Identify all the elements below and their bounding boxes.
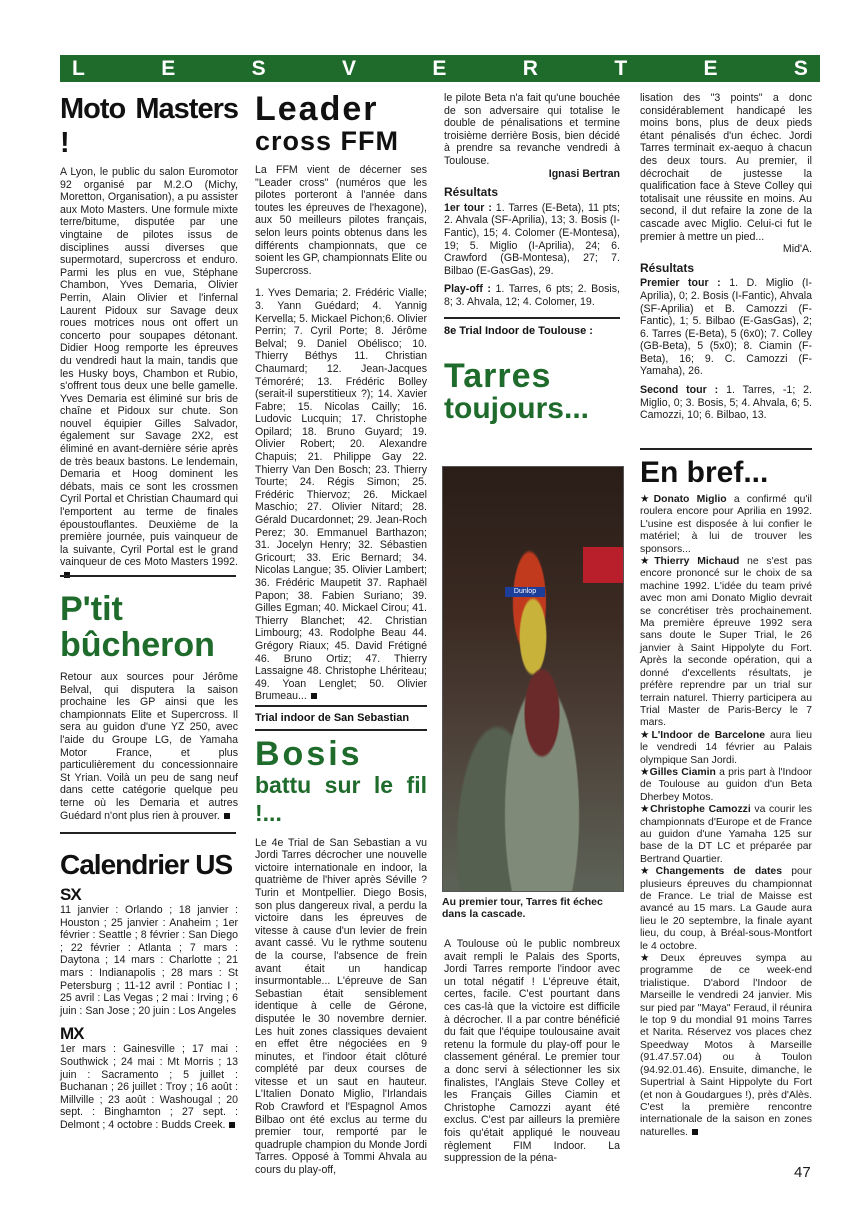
star-icon: ★ [640,494,654,505]
divider [60,575,236,577]
bref-item: ★Deux épreuves sympa au programme de ce week-end trialistique. D'abord l'Indoor de Marseille le vendredi 24 janvier. Mis sur pied par "Maya" Feraud, il réunira le top 9 du mondial 91 moins Tarres et Narita. Réservez vos places chez Speedway Motos à Marseille (91.47.57.04) ou à Toulon (94.92.01.46). Ensuite, dimanche, le Supertrial à Saint Hippolyte du Fort (et non à Goudargues !), près d'Alès. C'est la première rencontre internationale de la saison en zones naturelles. [640,953,812,1138]
divider [255,729,427,731]
premier-tour-label: Premier tour : [640,277,721,290]
signature: Mid'A. [782,243,812,256]
tarres-body: A Toulouse où le public nombreux avait rempli le Palais des Sports, Jordi Tarres remporte l'indoor avec un total négatif ! L'épreuve était, certes, facile. C'est pourtant dans ces cas-là que la victoire est difficile à décrocher. Il a par contre bénéficié du fait que l'équipe toulousaine avait retenu la formule du play-off pour le classement général. Le premier tour a donc servi à sélectionner les six finalistes, l'Anglais Steve Colley et les Français Gilles Ciamin et Christophe Camozzi ayant été exclus. C'est par ailleurs la première fois qu'était appliqué le nouveau règlement FIM Indoor. La suppression de la péna- [444,938,620,1165]
en-bref-article [640,456,812,1139]
calendrier-article [60,848,238,1132]
leader-title-line1: Leader [255,90,379,128]
results-heading: Résultats [444,185,499,200]
leader-list: 1. Yves Demaria; 2. Frédéric Vialle; 3. Yann Guédard; 4. Yannig Kervella; 5. Mickael Pichon;6. Olivier Perrin; 7. Cyril Porte; 8. Jérôme Belval; 9. Daniel Obélisco; 10. Thierry Béthys 11. Christian Chaumard; 12. Jean-Jacques Témoréré; 13. Frédéric Bolley (serait-il superstitieux ?); 14. Xavier Fabre; 15. Nicolas Cailly; 16. Ludovic Lucquin; 17. Christophe Opilard; 18. Bruno Guyard; 19. Olivier Robert; 20. Alexandre Chapuis; 21. Philippe Gay 22. Thierry Van Den Bosch; 23. Thierry Tourte; 24. Régis Simon; 25. Frédéric Thiervoz; 26. Mickael Maschio; 27. Olivier Nitard; 28. Gérald Ducardonnet; 29. Jean-Roch Perez; 30. Emmanuel Barthazon; 31. Jocelyn Henry; 32. Sébastien Gricourt; 33. Eric Bernard; 34. Nicolas Langue; 35. Olivier Lambert; 36. Frédéric Maupetit 37. Raphaël Papon; 38. Fabien Suriano; 39. Gilles Egman; 40. Mickael Cirou; 41. Thierry Blanchet; 42. Christian Limbourg; 43. Rodolphe Beau 44. Grégory Riaux; 45. David Frétigné 46. Bruno Ortiz; 47. Thierry Lassaigne 48. Christophe Lhériteau; 49. Yoan Lenglet; 50. Olivier Brumeau... [255,287,427,703]
second-tour-results: 1. Tarres, -1; 2. Miglio, 0; 3. Bosis, 5; 4. Ahvala, 6; 5. Camozzi, 10; 6. Bilbao, 13. [640,384,812,422]
bosis-kicker: Trial indoor de San Sebastian [255,712,410,724]
banner-letter: E [161,56,176,80]
en-bref-title: En bref... [640,456,769,489]
star-icon: ★ [640,766,650,778]
bosis-body: Le 4e Trial de San Sebastian a vu Jordi Tarres décrocher une nouvelle victoire internationale en indoor, la quatrième de l'hiver après Séville ? Turin et Montpellier. Diego Bosis, son plus dangereux rival, a perdu la victoire dans les épreuves de vitesse à cause d'un levier de frein avant cassé. Vu le rythme soutenu de la course, l'absence de frein avant était un handicap insurmontable... L'épreuve de San Sebastian était sensiblement identique à celle de Gérone, disputée le 30 novembre dernier. Les huit zones classiques devaient en effet être négociées en 9 minutes, et l'indoor était clôturé complété par deux courses de vitesse et un saut en hauteur. L'Italien Donato Miglio, l'Irlandais Rob Crawford et l'Espagnol Amos Bilbao ont été exclus au terme du premier tour, remporté par le quadruple champion du Monde Jordi Tarres. Opposé à Tommi Ahvala au cours du play-off, [255,836,427,1177]
bref-item: ★Gilles Ciamin a pris part à l'Indoor de Toulouse au guidon d'un Beta Dherbey Motos. [640,766,812,803]
banner-letter: S [251,56,266,80]
column-2 [255,92,427,703]
bref-item: ★L'Indoor de Barcelone aura lieu le vendredi 14 février au Palais olympique San Jordi. [640,729,813,766]
column-4 [640,92,812,422]
divider [444,317,620,319]
star-icon: ★ [640,729,652,741]
end-mark-icon [692,1129,698,1135]
tour1-results: 1. Tarres (E-Beta), 11 pts; 2. Ahvala (SF-Aprilia), 13; 3. Bosis (I-Fantic), 15; 4. Colomer (E-Montesa), 19; 5. Miglio (I-Aprilia), 24; 6. Crawford (GB-Montesa), 27; 7. Bilbao (E-GasGas), 29. [444,201,620,277]
banner-letter: R [522,56,538,80]
toulouse-kicker: 8e Trial Indoor de Toulouse : [444,324,593,337]
results-heading: Résultats [640,260,695,275]
bosis-continued: le pilote Beta n'a fait qu'une bouchée de son adversaire qui totalise le double de pénalisations et termine troisième derrière Bosis, bien décidé à prendre sa revanche vendredi à Toulouse. [444,92,620,167]
banner-letter: S [793,56,808,80]
banner-letter: V [341,56,356,80]
leader-title-line2: cross FFM [255,126,400,156]
end-mark-icon [311,693,317,699]
star-icon: ★ [640,556,655,568]
star-icon: ★ [640,953,661,965]
signature: Ignasi Bertran [548,167,620,180]
bucheron-title-line2: bûcheron [60,626,215,664]
leader-intro: La FFM vient de décerner ses "Leader cross" (numéros que les pilotes porteront à l'année dans toutes les épreuves de l'hexagone), aux 50 meilleurs pilotes français, selon leurs points obtenus dans les différents championnats, que ce soient les GP, championnats Elite ou Supercross. [255,164,427,277]
tour1-label: 1er tour : [444,201,492,214]
moto-masters-title: Moto Masters ! [60,93,238,159]
mx-label: MX [60,1024,84,1044]
photo-caption: Au premier tour, Tarres fit échec dans la cascade. [442,896,603,920]
bucheron-title-line1: P'tit [60,590,123,628]
section-banner [60,55,820,82]
playoff-label: Play-off : [444,283,491,296]
tarres-continued: lisation des "3 points" a donc considérablement handicapé les moins bons, plus de deux pieds étant pénalisés d'un échec. Jordi Tarres terminait ex-aequo à chacun des deux tours. Au premier, il décrochait de justesse la qualification face à Steve Colley qui totalisait une réussite en moins. Au second, il dut refaire la zone de la cascade avec Miglio. Celui-ci fut le premier à mettre un pied... [640,92,812,243]
trial-rider-photo [442,466,624,892]
bucheron-body: Retour aux sources pour Jérôme Belval, qui disputera la saison prochaine les GP ainsi que les championnats Elite et Supercross. Il sera au guidon d'une YZ 250, avec l'aide du Groupe LG, de Yamaha Motor France, et plus particulièrement du concessionnaire St Yrian. Voilà un peu de sang neuf dans cette catégorie quelque peu terne où les Demaria et autres Guédard n'ont plus rien à prouver. [60,671,238,822]
banner-letter: E [703,56,718,80]
moto-masters-body: A Lyon, le public du salon Euromotor 92 organisé par M.2.O (Michy, Moretton, Organisation), a pu assister aux Moto Masters. Une formule mixte terre/bitume, disputée par une vingtaine de pilotes issus de disciplines aussi diverses que supermotard, supercross et enduro. Parmi les plus en vue, Stéphane Chambon, Yves Demaria, Olivier Perrin, Alain Olivier et l'infernal Laurent Pidoux sur Savage deux roues motrices nous ont offert un concerto pour soupapes détonant. Didier Hoog remporte les épreuves du vendredi haut la main, tandis que les Husky boys, Chambon et Rubio, s'offrent tous deux une belle gamelle. Yves Demaria est éliminé sur bris de chaîne et Pidoux sur chute. Son nouvel équipier Gilles Salvador, également sur Savage 2X2, est éliminé en avant-dernière série après de très beaux bastons. Le lendemain, Demaria et Hoog dominent les débats, mais ce sont les crossmen Cyril Portal et Christian Chaumard qui l'emportent au terme de finales époustouflantes. Deuxième de la première journée, puis vainqueur de la suivante, Cyril Portal est le grand vainqueur de ces Moto Masters 1992. [60,166,238,582]
mx-body: 1er mars : Gainesville ; 17 mai : Southwick ; 24 mai : Mt Morris ; 13 juin : Sacramento ; 5 juillet : Buchanan ; 26 juillet : Troy ; 16 août : Millville ; 23 août : Washougal ; 20 sept. : Binghamton ; 27 sept. : Delmont ; 4 octobre : Budds Creek. [60,1043,238,1131]
photo-sponsor-banner: Dunlop [505,587,545,597]
divider [640,448,812,450]
divider [255,705,427,707]
tarres-title-line1: Tarres [444,357,552,396]
playoff-results: 1. Tarres, 6 pts; 2. Bosis, 8; 3. Ahvala, 12; 4. Colomer, 19. [444,283,620,308]
banner-letter: E [432,56,447,80]
tarres-title-line2: toujours... [444,392,589,426]
divider [60,832,236,834]
bref-list [640,494,812,1139]
page-number: 47 [794,1164,811,1181]
sx-label: SX [60,885,81,904]
end-mark-icon [229,1122,235,1128]
bref-item: ★Donato Miglio a confirmé qu'il roulera encore pour Aprilia en 1992. L'usine est disposée à lui confier le matériel; à lui de trouver les sponsors... [640,494,812,555]
star-icon: ★ [640,866,656,878]
bref-item: ★Changements de dates pour plusieurs épreuves du championnat de France. Le trial de Maisse est avancé au 15 mars. La Gaude aura lieu le 20 septembre, la finale ayant lieu, du coup, à Bréal-sous-Montfort le 4 octobre. [640,866,812,952]
banner-letter: T [614,56,628,80]
second-tour-label: Second tour : [640,384,719,397]
calendrier-title: Calendrier US [60,849,233,880]
bucheron-article [60,592,238,822]
end-mark-icon [224,813,230,819]
star-icon: ★ [640,804,651,816]
photo-stand [583,547,623,583]
bosis-title-line2: battu sur le fil !... [255,771,427,826]
banner-letter: L [72,56,85,80]
bref-item: ★Thierry Michaud ne s'est pas encore prononcé sur le choix de sa machine 1992. L'idée du team privé avec mon ami Donato Miglio devrait se concrétiser très prochainement. Ma première épreuve 1992 sera sans doute le Super Trial, le 26 janvier à Saint Hippolyte du Fort. Après la seconde opération, qui a donné d'excellents résultats, je préfère reprendre par un trial sur terrain naturel. Thierry participera au Trial Master de Paris-Bercy le 7 mars. [640,556,812,729]
bosis-article [255,712,427,1177]
bosis-title-line1: Bosis [255,734,363,773]
sx-body: 11 janvier : Orlando ; 18 janvier : Houston ; 25 janvier : Anaheim ; 1er février : Seattle ; 8 février : San Diego ; 22 février : Atlanta ; 7 mars : Daytona ; 14 mars : Charlotte ; 21 mars : Indianapolis ; 28 mars : St Petersburg ; 11-12 avril : Pontiac I ; 25 avril : Las Vegas ; 2 mai : Irving ; 6 juin : San Jose ; 20 juin : Los Angeles [60,904,238,1017]
column-1 [60,92,238,582]
bref-item: ★Christophe Camozzi va courir les championnats d'Europe et de France au guidon d'une Yamaha 125 sur base de la DT LC et préparée par Bertrand Quartier. [640,804,812,865]
premier-tour-results: 1. D. Miglio (I-Aprilia), 0; 2. Bosis (I-Fantic), Ahvala (SF-Aprilia) et B. Camozzi (F-Fantic), 1; 5. Bilbao (E-GasGas), 2; 6. Tarres (E-Beta), 5 (6x0); 7. Colley (GB-Beta), 5 (5x0); 8. Ciamin (F-Beta), 16; 9. C. Camozzi (F-Yamaha), 26. [640,277,812,378]
column-3 [444,92,620,425]
